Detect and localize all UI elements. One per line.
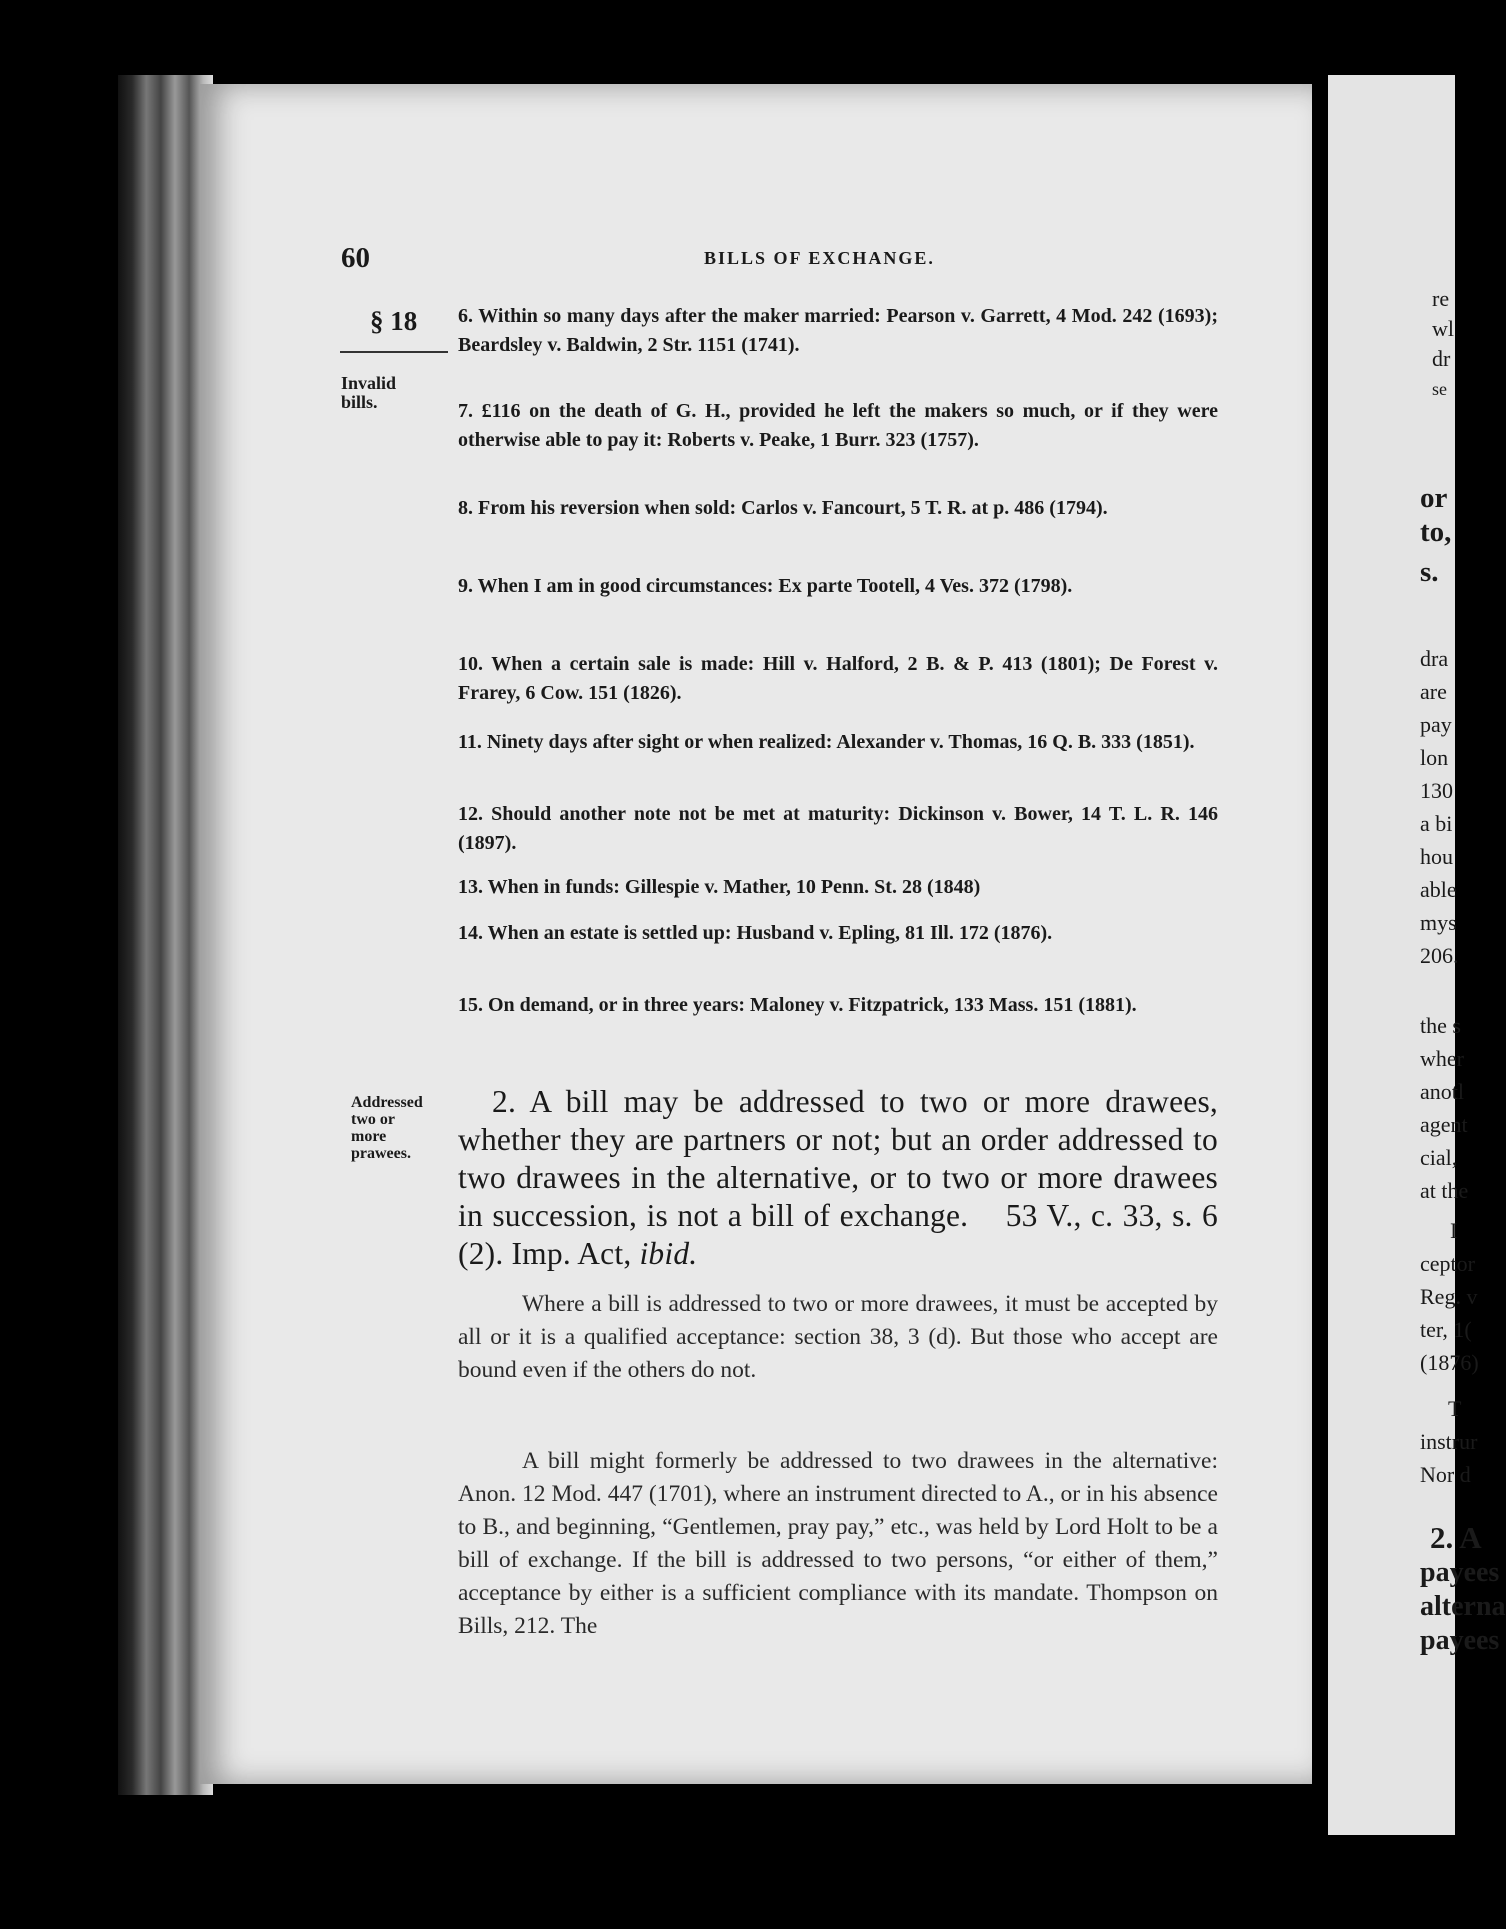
margin-note-line: prawees. [351,1145,411,1162]
margin-note-invalid-bills [341,374,396,412]
facing-fragment: hou [1420,844,1453,869]
facing-fragment: dr [1432,346,1451,371]
facing-fragment: payees [1420,1625,1500,1656]
section-mark: § 18 [370,306,418,336]
note-15: 15. On demand, or in three years: Maloney v. Fitzpatrick, 133 Mass. 151 (1881). [458,994,1137,1016]
note-14: 14. When an estate is settled up: Husband v. Epling, 81 Ill. 172 (1876). [458,922,1053,944]
book-gutter [118,75,213,1795]
margin-note-line: more [351,1128,387,1145]
facing-fragment: pay [1420,712,1452,737]
facing-fragment: payees [1420,1557,1500,1588]
note-11: 11. Ninety days after sight or when realized: Alexander v. Thomas, 16 Q. B. 333 (1851). [458,731,1195,753]
facing-fragment: are [1420,679,1447,704]
margin-note-line: Addressed [351,1094,423,1111]
facing-fragment: anotl [1420,1079,1464,1104]
note-7: 7. £116 on the death of G. H., provided he left the makers so much, or if they were otherwise able to pay it: Roberts v. Peake, 1 Burr. 323 (1757). [458,400,1218,451]
note-8: 8. From his reversion when sold: Carlos v. Fancourt, 5 T. R. at p. 486 (1794). [458,497,1108,519]
rule-citation-ibid: ibid. [639,1236,698,1271]
note-10: 10. When a certain sale is made: Hill v. Halford, 2 B. & P. 413 (1801); De Forest v. Frarey, 6 Cow. 151 (1826). [458,653,1218,704]
facing-page [1328,75,1506,1835]
running-head: BILLS OF EXCHANGE. [704,248,935,268]
margin-note-line: two or [351,1111,395,1128]
margin-note-line: bills. [341,392,378,412]
facing-fragment: 2. A [1430,1520,1482,1555]
margin-note-addressed [351,1094,423,1162]
facing-fragment: dra [1420,646,1449,671]
facing-fragment: I [1450,1218,1458,1243]
page-number: 60 [341,242,370,274]
facing-fragment: Reg. v [1420,1284,1478,1309]
facing-fragment: or [1420,482,1448,514]
note-12: 12. Should another note not be met at maturity: Dickinson v. Bower, 14 T. L. R. 146 (1897). [458,803,1218,854]
note-13: 13. When in funds: Gillespie v. Mather, 10 Penn. St. 28 (1848) [458,876,981,898]
facing-fragment: wher [1420,1046,1464,1071]
facing-fragment: at the [1420,1178,1469,1203]
facing-fragment: mys [1420,910,1457,935]
facing-fragment: agent [1420,1112,1468,1137]
facing-fragment: (1876) [1420,1350,1479,1375]
facing-fragment: the s [1420,1013,1461,1038]
commentary-paragraph-2: A bill might formerly be addressed to two drawees in the alternative: Anon. 12 Mod. 447 (1701), where an instrument directed to A., or in his absence to B., and beginning, “Gentlemen, pray pay,” etc., was held by Lord Holt to be a bill of exchange. If the bill is addressed to two persons, “or either of them,” acceptance by either is a sufficient compliance with its mandate. Thompson on Bills, 212. The [458,1448,1218,1639]
facing-fragment: alterna [1420,1591,1506,1622]
facing-fragment: re [1432,286,1450,311]
facing-fragment: ter, 1( [1420,1317,1472,1342]
facing-fragment: a bi [1420,811,1453,836]
facing-fragment: se [1432,379,1447,399]
facing-fragment: Nor d [1420,1462,1471,1487]
facing-fragment: T [1448,1396,1462,1421]
facing-fragment: ceptor [1420,1251,1475,1276]
facing-fragment: lon [1420,745,1449,770]
facing-fragment: 206. [1420,943,1459,968]
note-9: 9. When I am in good circumstances: Ex parte Tootell, 4 Ves. 372 (1798). [458,575,1073,597]
facing-fragment: s. [1420,556,1439,588]
margin-note-line: Invalid [341,373,397,393]
facing-fragment: able [1420,877,1457,902]
facing-fragment: cial, [1420,1145,1458,1170]
statute-rule [458,1083,1218,1273]
facing-fragment: to, [1420,516,1452,548]
note-6: 6. Within so many days after the maker married: Pearson v. Garrett, 4 Mod. 242 (1693); Beardsley v. Baldwin, 2 Str. 1151 (1741). [458,305,1218,356]
facing-fragment: wl [1432,316,1454,341]
rule-citation: 53 V., c. 33, s. 6 (2). Imp. Act, [458,1198,1218,1271]
section-rule [340,351,448,353]
facing-fragment: 130 [1420,778,1453,803]
facing-fragment: instrur [1420,1429,1478,1454]
rule-text: 2. A bill may be addressed to two or more drawees, whether they are partners or not; but an order addressed to two drawees in the alternative, or to two or more drawees in succession, is not a bill of exchange. [458,1084,1218,1233]
commentary-paragraph-1: Where a bill is addressed to two or more drawees, it must be accepted by all or it is a qualified acceptance: section 38, 3 (d). But those who accept are bound even if the others do not. [458,1291,1218,1383]
